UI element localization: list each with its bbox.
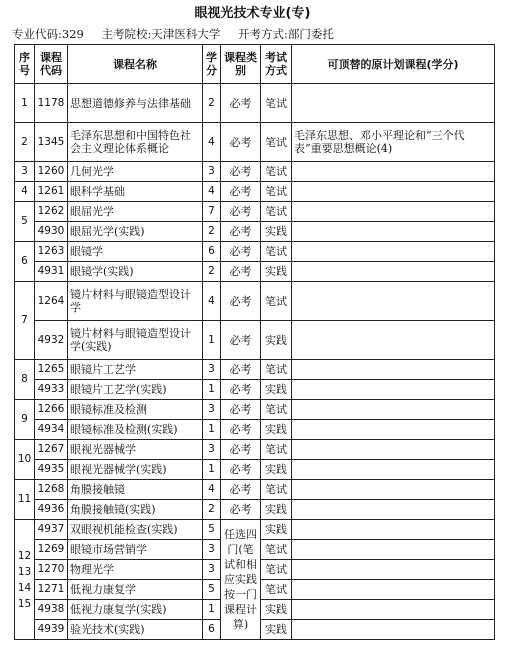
name-cell: 镜片材料与眼镜造型设计学 (68, 282, 203, 321)
program-code: 专业代码:329 (12, 27, 84, 41)
exam-cell: 笔试 (261, 282, 292, 321)
type-cell: 必考 (221, 440, 261, 460)
name-cell: 双眼视机能检查(实践) (68, 520, 203, 540)
name-cell: 眼镜学(实践) (68, 262, 203, 282)
table-row (15, 380, 495, 400)
code-cell: 1264 (35, 282, 68, 321)
credit-cell: 3 (203, 540, 221, 560)
exam-cell: 笔试 (261, 560, 292, 580)
course-table (14, 44, 495, 640)
replace-cell (292, 282, 495, 321)
type-cell: 必考 (221, 420, 261, 440)
code-cell: 1261 (35, 182, 68, 202)
seq-cell: 11 (15, 480, 35, 520)
table-row (15, 84, 495, 123)
name-cell: 眼镜标准及检测 (68, 400, 203, 420)
name-cell: 眼镜标准及检测(实践) (68, 420, 203, 440)
type-cell: 必考 (221, 380, 261, 400)
code-cell: 1260 (35, 162, 68, 182)
replace-cell (292, 480, 495, 500)
seq-cell: 1 (15, 84, 35, 123)
credit-cell: 6 (203, 242, 221, 262)
exam-mode: 开考方式:部门委托 (238, 27, 334, 41)
replace-cell (292, 162, 495, 182)
seq-cell: 3 (15, 162, 35, 182)
credit-cell: 1 (203, 460, 221, 480)
type-cell: 必考 (221, 202, 261, 222)
replace-cell (292, 580, 495, 600)
header-type: 课程类别 (221, 45, 261, 84)
exam-cell: 实践 (261, 262, 292, 282)
code-cell: 1178 (35, 84, 68, 123)
credit-cell: 3 (203, 560, 221, 580)
credit-cell: 2 (203, 84, 221, 123)
name-cell: 验光技术(实践) (68, 620, 203, 640)
code-cell: 1268 (35, 480, 68, 500)
exam-cell: 笔试 (261, 440, 292, 460)
table-row (15, 262, 495, 282)
table-row (15, 440, 495, 460)
credit-cell: 3 (203, 162, 221, 182)
credit-cell: 4 (203, 123, 221, 162)
credit-cell: 1 (203, 420, 221, 440)
replace-cell (292, 460, 495, 480)
code-cell: 4930 (35, 222, 68, 242)
replace-cell (292, 242, 495, 262)
elective-note: 任选四门(笔试和相应实践按一门课程计算) (221, 520, 261, 640)
replace-cell (292, 202, 495, 222)
type-cell: 必考 (221, 360, 261, 380)
name-cell: 眼镜片工艺学 (68, 360, 203, 380)
type-cell: 必考 (221, 222, 261, 242)
name-cell: 思想道德修养与法律基础 (68, 84, 203, 123)
code-cell: 1269 (35, 540, 68, 560)
name-cell: 眼科学基础 (68, 182, 203, 202)
header-exam: 考试方式 (261, 45, 292, 84)
code-cell: 1345 (35, 123, 68, 162)
header-credit: 学分 (203, 45, 221, 84)
type-cell: 必考 (221, 480, 261, 500)
type-cell: 必考 (221, 400, 261, 420)
seq-cell: 10 (15, 440, 35, 480)
name-cell: 眼镜市场营销学 (68, 540, 203, 560)
type-cell: 必考 (221, 321, 261, 360)
credit-cell: 6 (203, 620, 221, 640)
exam-cell: 实践 (261, 620, 292, 640)
credit-cell: 2 (203, 222, 221, 242)
table-row (15, 480, 495, 500)
replace-cell (292, 400, 495, 420)
code-cell: 1262 (35, 202, 68, 222)
code-cell: 4938 (35, 600, 68, 620)
seq-cell: 8 (15, 360, 35, 400)
exam-cell: 实践 (261, 222, 292, 242)
credit-cell: 3 (203, 360, 221, 380)
type-cell: 必考 (221, 282, 261, 321)
code-cell: 4939 (35, 620, 68, 640)
replace-cell (292, 380, 495, 400)
exam-cell: 笔试 (261, 360, 292, 380)
replace-cell (292, 600, 495, 620)
credit-cell: 4 (203, 480, 221, 500)
type-cell: 必考 (221, 262, 261, 282)
exam-cell: 笔试 (261, 182, 292, 202)
table-row (15, 242, 495, 262)
table-row (15, 202, 495, 222)
table-row (15, 400, 495, 420)
exam-cell: 笔试 (261, 84, 292, 123)
name-cell: 低视力康复学(实践) (68, 600, 203, 620)
code-cell: 1263 (35, 242, 68, 262)
table-row (15, 360, 495, 380)
credit-cell: 7 (203, 202, 221, 222)
replace-cell (292, 222, 495, 242)
credit-cell: 4 (203, 282, 221, 321)
seq-cell: 4 (15, 182, 35, 202)
replace-cell (292, 360, 495, 380)
type-cell: 必考 (221, 162, 261, 182)
credit-cell: 5 (203, 520, 221, 540)
code-cell: 1270 (35, 560, 68, 580)
credit-cell: 2 (203, 500, 221, 520)
credit-cell: 2 (203, 262, 221, 282)
table-row (15, 182, 495, 202)
credit-cell: 1 (203, 321, 221, 360)
type-cell: 必考 (221, 460, 261, 480)
code-cell: 4935 (35, 460, 68, 480)
exam-cell: 实践 (261, 420, 292, 440)
code-cell: 1271 (35, 580, 68, 600)
exam-cell: 笔试 (261, 202, 292, 222)
code-cell: 4931 (35, 262, 68, 282)
table-row (15, 500, 495, 520)
credit-cell: 3 (203, 400, 221, 420)
replace-cell (292, 440, 495, 460)
exam-cell: 实践 (261, 321, 292, 360)
replace-cell (292, 520, 495, 540)
replace-cell: 毛泽东思想、邓小平理论和“三个代表”重要思想概论(4) (292, 123, 495, 162)
table-row (15, 321, 495, 360)
code-cell: 4936 (35, 500, 68, 520)
name-cell: 眼视光器械学(实践) (68, 460, 203, 480)
exam-cell: 笔试 (261, 162, 292, 182)
exam-cell: 实践 (261, 500, 292, 520)
credit-cell: 1 (203, 600, 221, 620)
replace-cell (292, 620, 495, 640)
header-code: 课程代码 (35, 45, 68, 84)
seq-cell: 7 (15, 282, 35, 360)
credit-cell: 3 (203, 440, 221, 460)
table-header-row (15, 45, 495, 84)
credit-cell: 5 (203, 580, 221, 600)
header-seq: 序号 (15, 45, 35, 84)
name-cell: 几何光学 (68, 162, 203, 182)
name-cell: 角膜接触镜(实践) (68, 500, 203, 520)
exam-cell: 实践 (261, 520, 292, 540)
code-cell: 4937 (35, 520, 68, 540)
table-row (15, 222, 495, 242)
table-row (15, 123, 495, 162)
program-meta (12, 26, 348, 42)
table-row (15, 520, 495, 540)
name-cell: 眼镜学 (68, 242, 203, 262)
name-cell: 眼镜片工艺学(实践) (68, 380, 203, 400)
name-cell: 角膜接触镜 (68, 480, 203, 500)
header-name: 课程名称 (68, 45, 203, 84)
table-row (15, 282, 495, 321)
name-cell: 毛泽东思想和中国特色社会主义理论体系概论 (68, 123, 203, 162)
credit-cell: 4 (203, 182, 221, 202)
table-row (15, 420, 495, 440)
exam-school: 主考院校:天津医科大学 (101, 27, 221, 41)
type-cell: 必考 (221, 123, 261, 162)
code-cell: 4933 (35, 380, 68, 400)
credit-cell: 1 (203, 380, 221, 400)
type-cell: 必考 (221, 242, 261, 262)
table-row (15, 162, 495, 182)
replace-cell (292, 500, 495, 520)
code-cell: 1265 (35, 360, 68, 380)
name-cell: 低视力康复学 (68, 580, 203, 600)
name-cell: 物理光学 (68, 560, 203, 580)
replace-cell (292, 182, 495, 202)
replace-cell (292, 321, 495, 360)
seq-cell: 5 (15, 202, 35, 242)
replace-cell (292, 560, 495, 580)
replace-cell (292, 84, 495, 123)
replace-cell (292, 540, 495, 560)
exam-cell: 笔试 (261, 480, 292, 500)
replace-cell (292, 262, 495, 282)
exam-cell: 实践 (261, 460, 292, 480)
name-cell: 镜片材料与眼镜造型设计学(实践) (68, 321, 203, 360)
exam-cell: 笔试 (261, 123, 292, 162)
header-replace: 可顶替的原计划课程(学分) (292, 45, 495, 84)
seq-cell: 9 (15, 400, 35, 440)
name-cell: 眼屈光学 (68, 202, 203, 222)
seq-cell: 2 (15, 123, 35, 162)
exam-cell: 笔试 (261, 400, 292, 420)
code-cell: 1266 (35, 400, 68, 420)
table-row (15, 460, 495, 480)
seq-cell: 6 (15, 242, 35, 282)
exam-cell: 实践 (261, 600, 292, 620)
code-cell: 4934 (35, 420, 68, 440)
replace-cell (292, 420, 495, 440)
type-cell: 必考 (221, 84, 261, 123)
page-title: 眼视光技术专业(专) (194, 6, 311, 21)
exam-cell: 笔试 (261, 540, 292, 560)
code-cell: 1267 (35, 440, 68, 460)
exam-cell: 笔试 (261, 242, 292, 262)
exam-cell: 实践 (261, 380, 292, 400)
type-cell: 必考 (221, 500, 261, 520)
name-cell: 眼视光器械学 (68, 440, 203, 460)
name-cell: 眼屈光学(实践) (68, 222, 203, 242)
exam-cell: 笔试 (261, 580, 292, 600)
seq-cell: 12 13 14 15 (15, 520, 35, 640)
code-cell: 4932 (35, 321, 68, 360)
type-cell: 必考 (221, 182, 261, 202)
